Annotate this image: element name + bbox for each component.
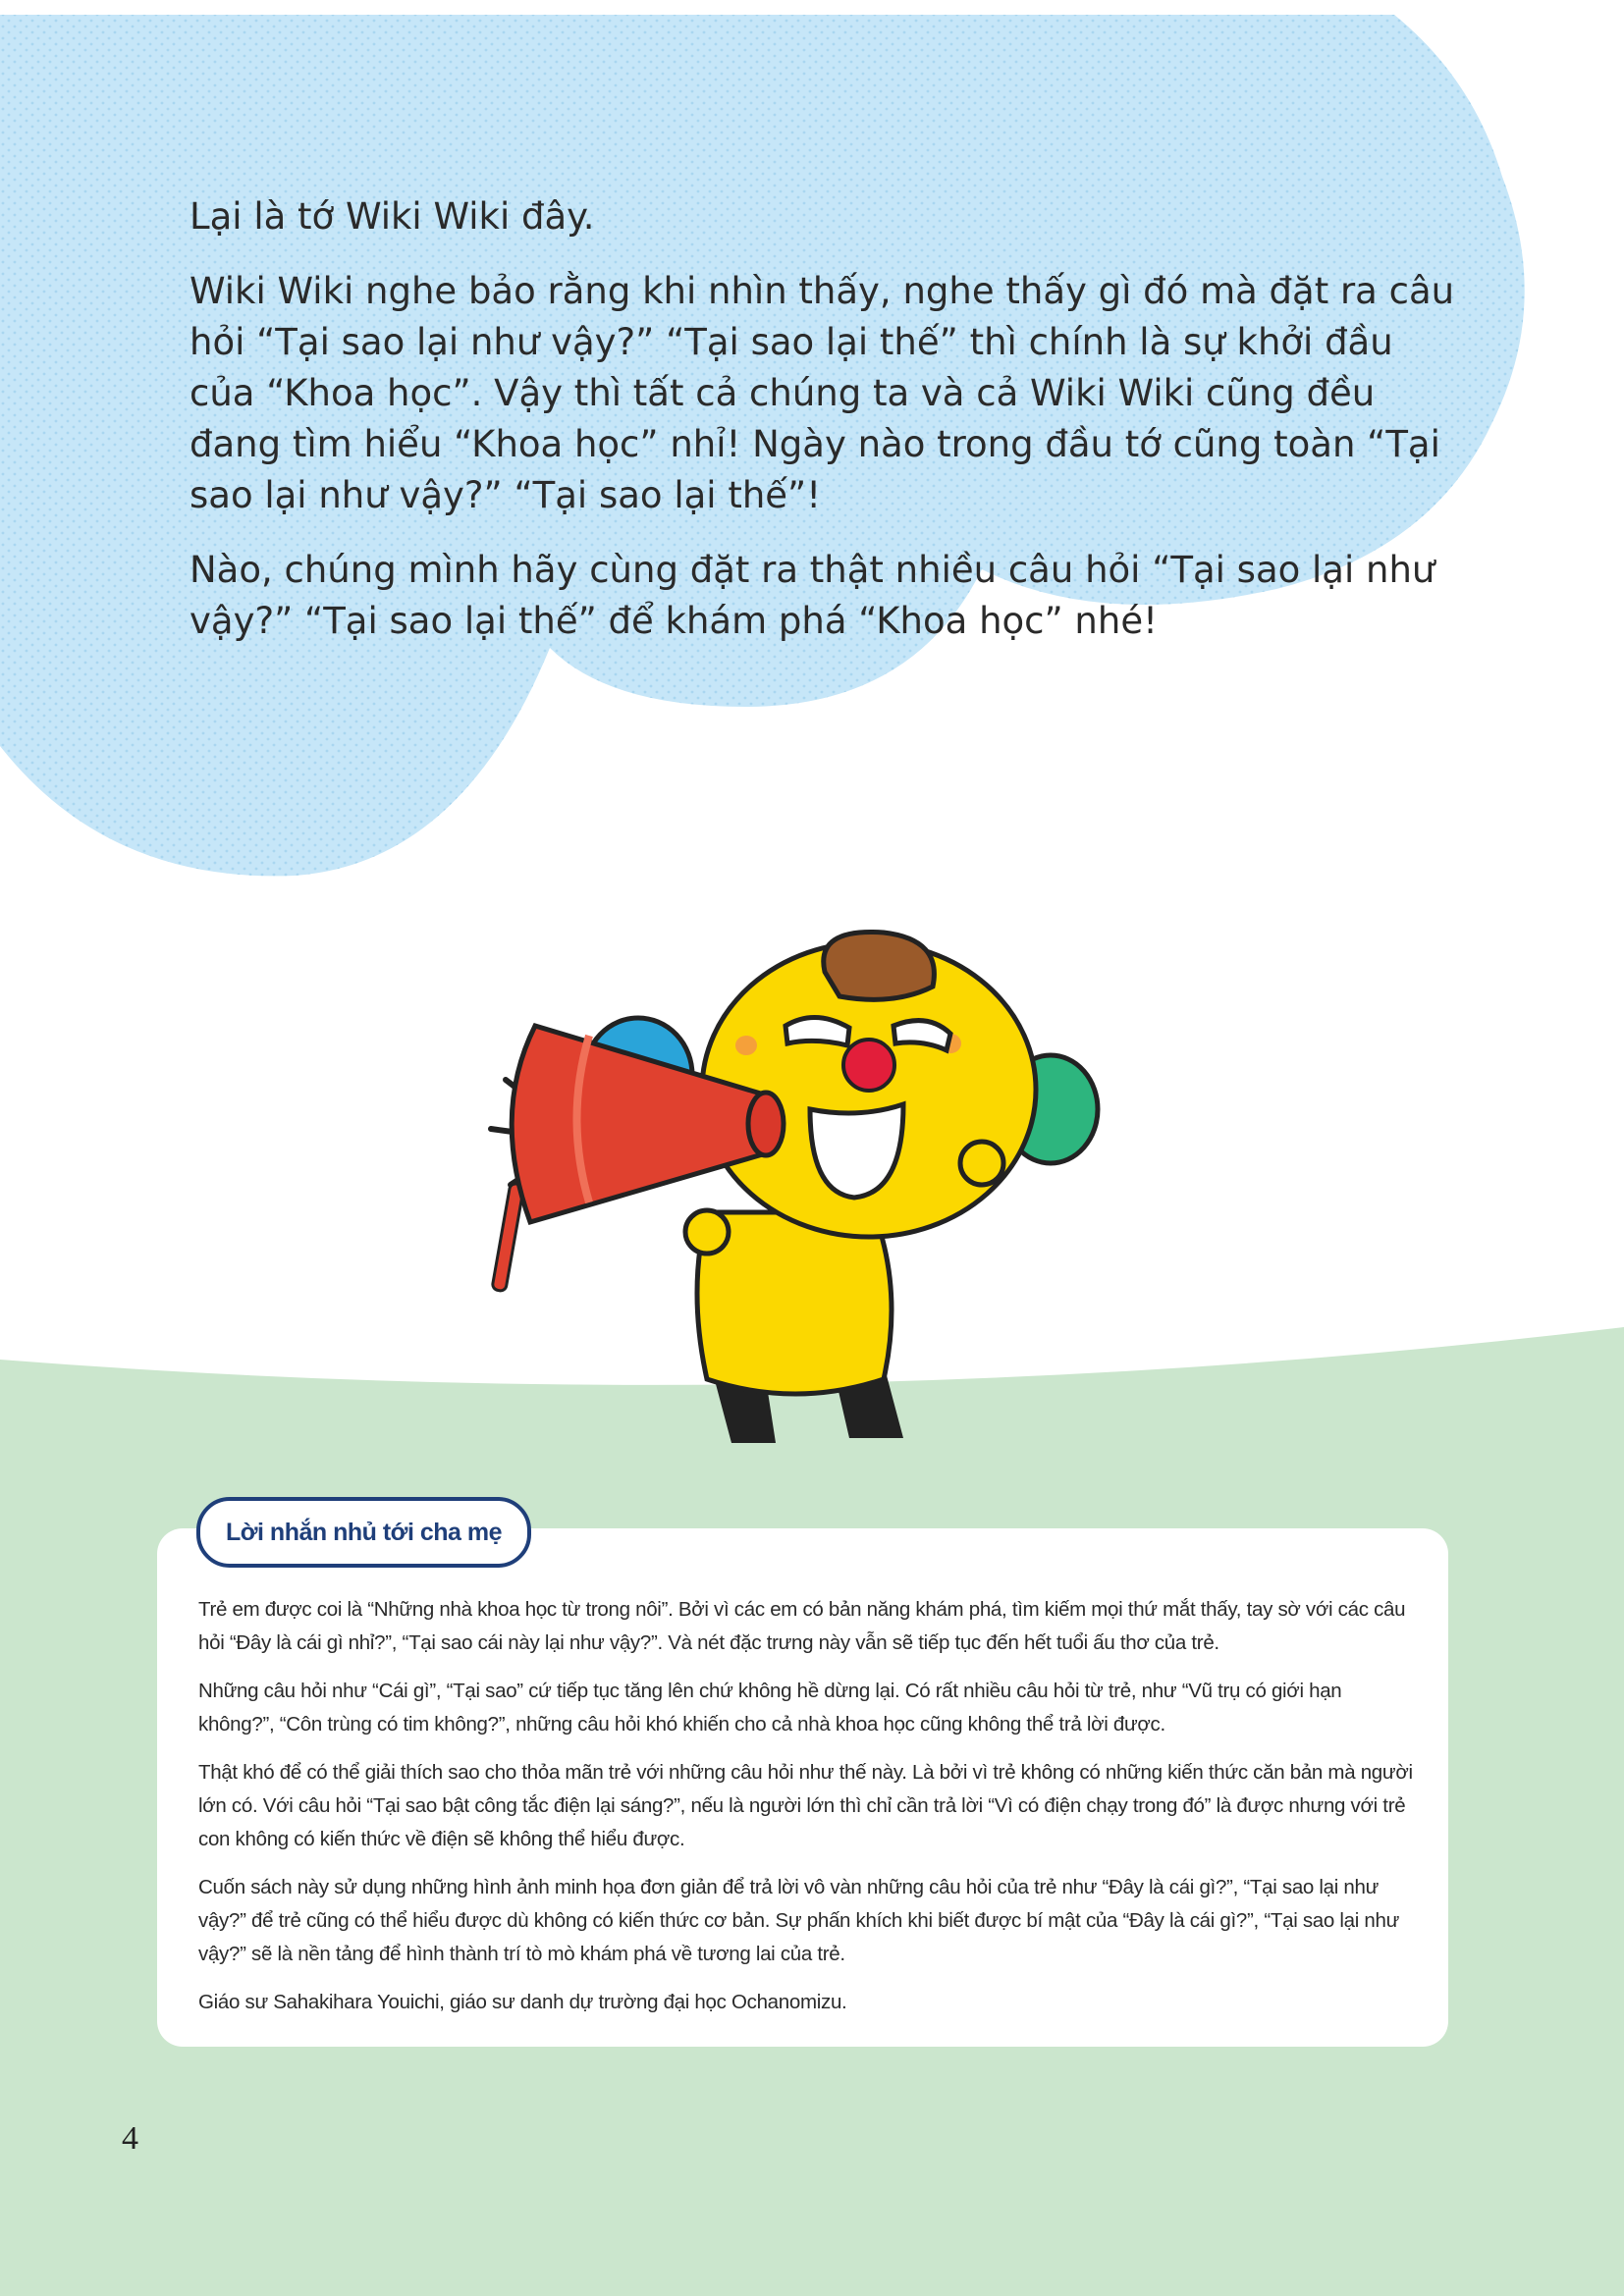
speech-paragraph-3: Nào, chúng mình hãy cùng đặt ra thật nhiều câu hỏi “Tại sao lại như vậy?” “Tại sao lại thế” để khám phá “Khoa học” nhé! <box>189 549 1435 642</box>
speech-paragraph-1: Lại là tớ Wiki Wiki đây. <box>189 195 595 238</box>
speech-paragraph-2: Wiki Wiki nghe bảo rằng khi nhìn thấy, nghe thấy gì đó mà đặt ra câu hỏi “Tại sao lại như vậy?” “Tại sao lại thế” thì chính là sự khởi đầu của “Khoa học”. Vậy thì tất cả chúng ta và cả Wiki Wiki cũng đều đang tìm hiểu “Khoa học” nhỉ! Ngày nào trong đầu tớ cũng toàn “Tại sao lại như vậy?” “Tại sao lại thế”! <box>189 270 1455 516</box>
parents-note-body <box>198 1593 1416 2034</box>
note-signature: Giáo sư Sahakihara Youichi, giáo sư danh dự trường đại học Ochanomizu. <box>198 1991 847 2013</box>
note-paragraph: Những câu hỏi như “Cái gì”, “Tại sao” cứ tiếp tục tăng lên chứ không hề dừng lại. Có rất nhiều câu hỏi từ trẻ, như “Vũ trụ có giới hạn không?”, “Côn trùng có tim không?”, những câu hỏi khó khiến cho cả nhà khoa học cũng không thể trả lời được. <box>198 1680 1342 1735</box>
note-paragraph: Trẻ em được coi là “Những nhà khoa học từ trong nôi”. Bởi vì các em có bản năng khám phá, tìm kiếm mọi thứ mắt thấy, tay sờ với các câu hỏi “Đây là cái gì nhỉ?”, “Tại sao cái này lại như vậy?”. Và nét đặc trưng này vẫn sẽ tiếp tục đến hết tuổi ấu thơ của trẻ. <box>198 1598 1406 1654</box>
parents-note-title: Lời nhắn nhủ tới cha mẹ <box>196 1497 531 1568</box>
note-paragraph: Thật khó để có thể giải thích sao cho thỏa mãn trẻ với những câu hỏi như thế này. Là bởi vì trẻ không có những kiến thức căn bản mà người lớn có. Với câu hỏi “Tại sao bật công tắc điện lại sáng?”, nếu là người lớn thì chỉ cần trả lời “Vì có điện chạy trong đó” là được nhưng với trẻ con không có kiến thức về điện sẽ không thể hiểu được. <box>198 1761 1413 1850</box>
wiki-wiki-mascot <box>471 918 1159 1468</box>
note-paragraph: Cuốn sách này sử dụng những hình ảnh minh họa đơn giản để trả lời vô vàn những câu hỏi của trẻ như “Đây là cái gì?”, “Tại sao lại như vậy?” để trẻ cũng có thể hiểu được dù không có kiến thức cơ bản. Sự phấn khích khi biết được bí mật của “Đây là cái gì?”, “Tại sao lại như vậy?” sẽ là nền tảng để hình thành trí tò mò khám phá về tương lai của trẻ. <box>198 1876 1400 1965</box>
speech-text <box>189 191 1456 670</box>
page-number: 4 <box>122 2120 138 2157</box>
